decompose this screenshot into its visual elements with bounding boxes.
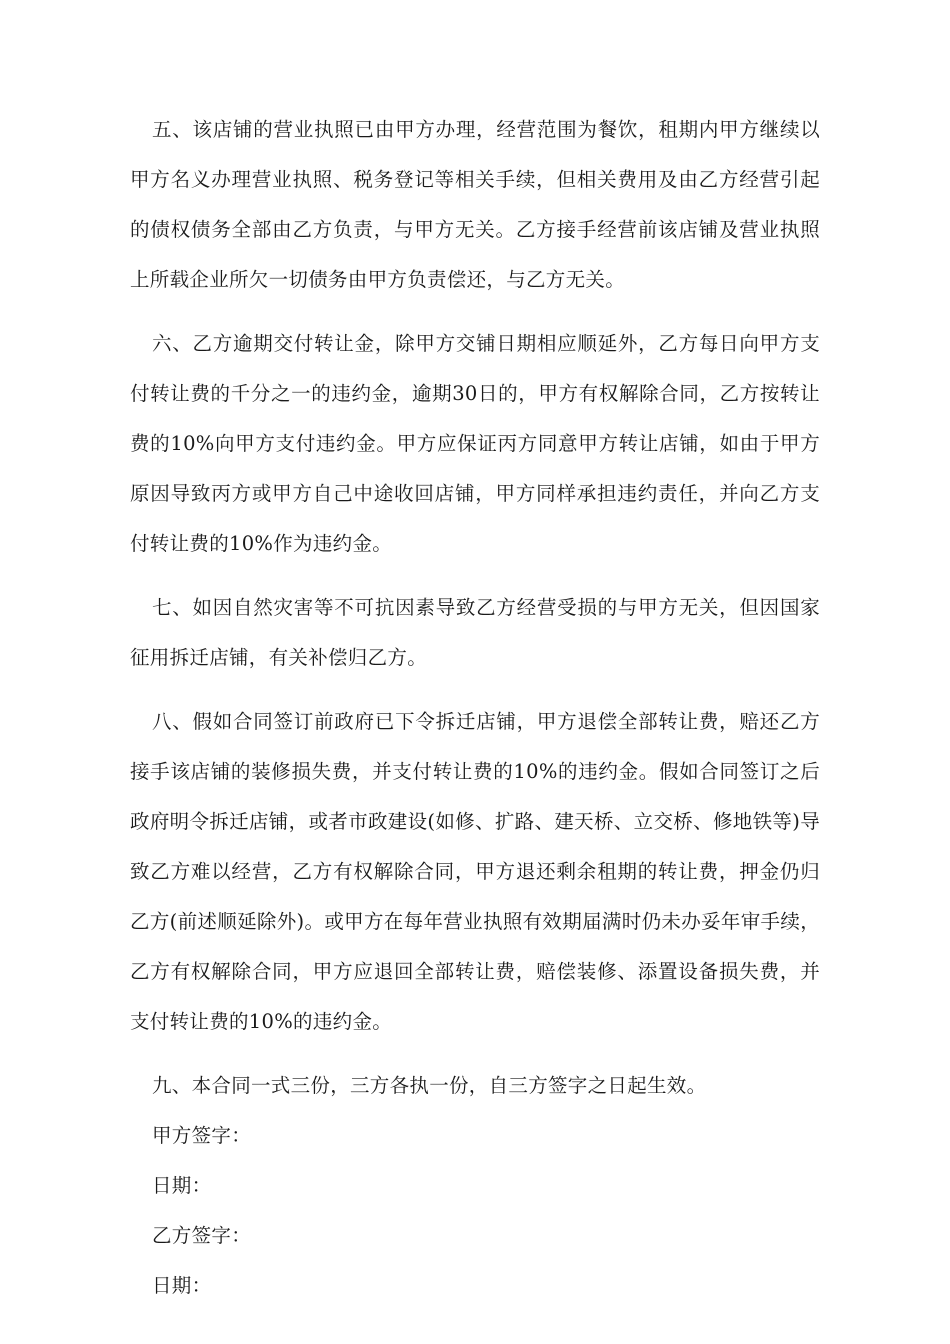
clause-7: 七、如因自然灾害等不可抗因素导致乙方经营受损的与甲方无关，但因国家征用拆迁店铺，有关补偿归乙方。 bbox=[130, 596, 820, 669]
clause-8: 八、假如合同签订前政府已下令拆迁店铺，甲方退偿全部转让费，赔还乙方接手该店铺的装修损失费，并支付转让费的10%的违约金。假如合同签订之后政府明令拆迁店铺，或者市政建设(如修、扩路、建天桥、立交桥、修地铁等)导致乙方难以经营，乙方有权解除合同，甲方退还剩余租期的转让费，押金仍归乙方(前述顺延除外)。或甲方在每年营业执照有效期届满时仍未办妥年审手续，乙方有权解除合同，甲方应退回全部转让费，赔偿装修、添置设备损失费，并支付转让费的10%的违约金。 bbox=[130, 710, 820, 1033]
contract-page bbox=[130, 105, 820, 1311]
party-b-date-label: 日期： bbox=[152, 1274, 212, 1297]
clause-6: 六、乙方逾期交付转让金，除甲方交铺日期相应顺延外，乙方每日向甲方支付转让费的千分之一的违约金，逾期30日的，甲方有权解除合同，乙方按转让费的10%向甲方支付违约金。甲方应保证丙方同意甲方转让店铺，如由于甲方原因导致丙方或甲方自己中途收回店铺，甲方同样承担违约责任，并向乙方支付转让费的10%作为违约金。 bbox=[130, 332, 820, 555]
clause-9: 九、本合同一式三份，三方各执一份，自三方签字之日起生效。 bbox=[152, 1074, 707, 1097]
signature-block bbox=[130, 1111, 820, 1311]
party-a-signature-label: 甲方签字： bbox=[152, 1124, 252, 1147]
party-a-date-label: 日期： bbox=[152, 1174, 212, 1197]
party-b-signature-label: 乙方签字： bbox=[152, 1224, 252, 1247]
clause-5: 五、该店铺的营业执照已由甲方办理，经营范围为餐饮，租期内甲方继续以甲方名义办理营业执照、税务登记等相关手续，但相关费用及由乙方经营引起的债权债务全部由乙方负责，与甲方无关。乙方接手经营前该店铺及营业执照上所载企业所欠一切债务由甲方负责偿还，与乙方无关。 bbox=[130, 118, 820, 291]
